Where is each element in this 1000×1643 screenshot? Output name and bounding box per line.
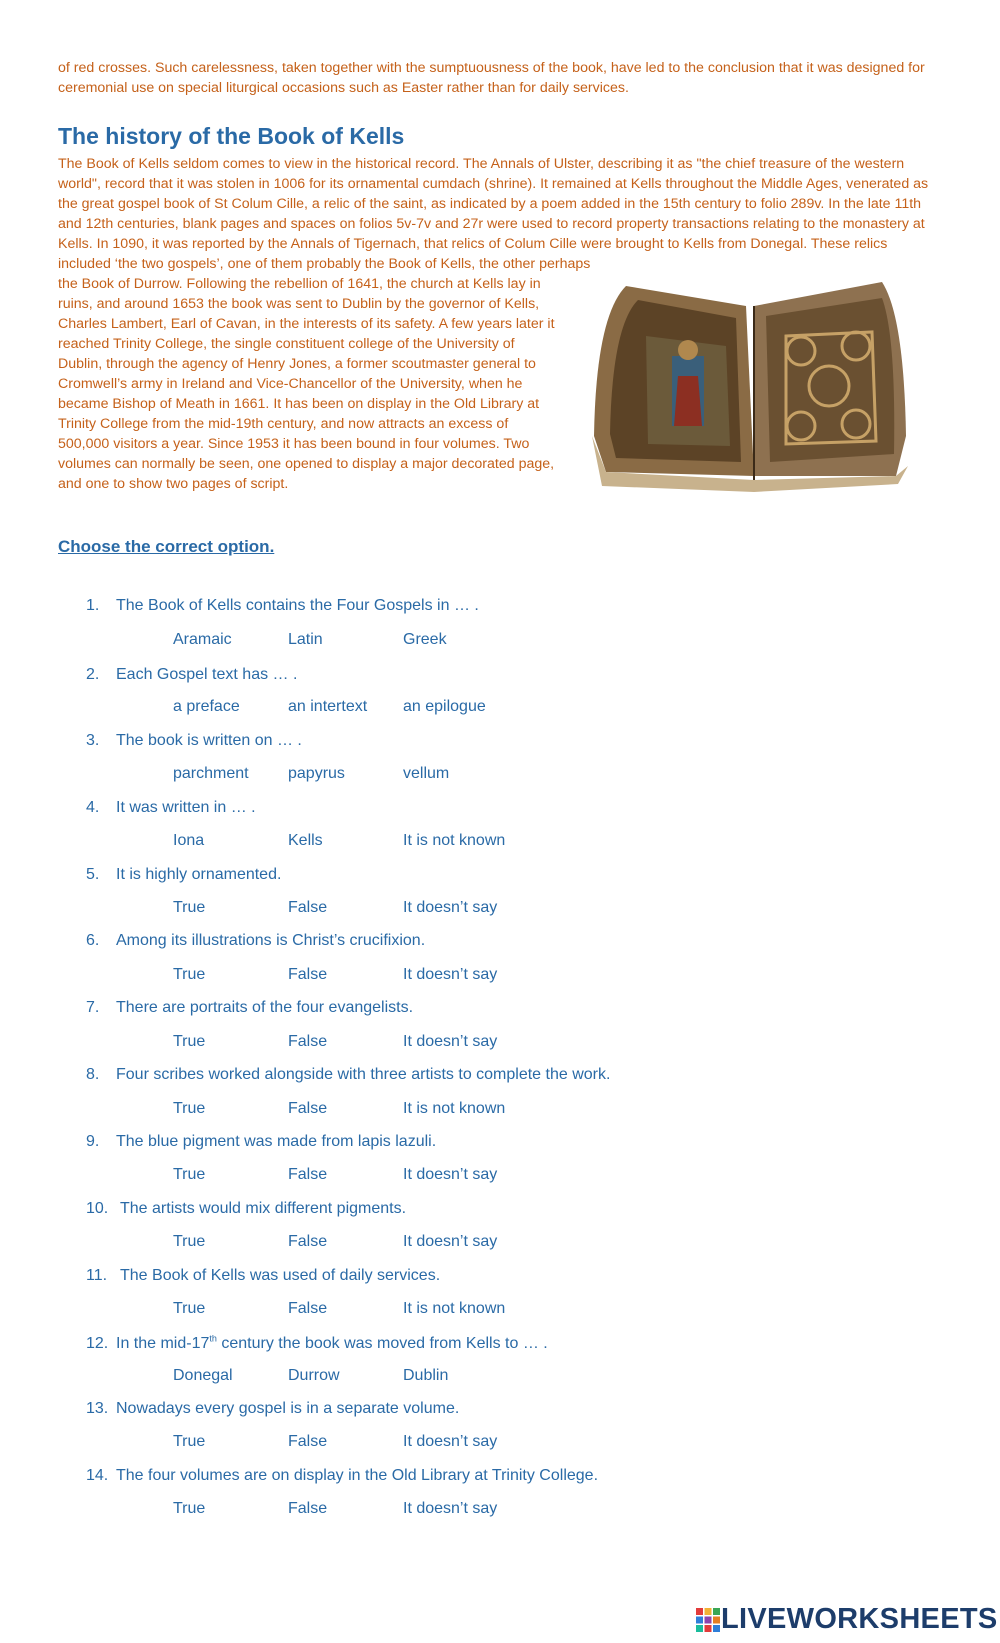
option-4-c[interactable]: It is not known bbox=[403, 832, 506, 849]
option-1-b[interactable]: Latin bbox=[288, 631, 323, 648]
option-7-c[interactable]: It doesn’t say bbox=[403, 1033, 498, 1050]
question-4 bbox=[86, 799, 886, 817]
question-text: Each Gospel text has … . bbox=[116, 666, 298, 683]
option-10-c[interactable]: It doesn’t say bbox=[403, 1233, 498, 1250]
option-12-b[interactable]: Durrow bbox=[288, 1367, 340, 1384]
option-8-a[interactable]: True bbox=[173, 1100, 206, 1117]
option-3-b[interactable]: papyrus bbox=[288, 765, 345, 782]
question-12 bbox=[86, 1334, 886, 1353]
option-9-a[interactable]: True bbox=[173, 1166, 206, 1183]
question-8 bbox=[86, 1066, 886, 1084]
option-12-a[interactable]: Donegal bbox=[173, 1367, 233, 1384]
question-number: 9. bbox=[86, 1133, 100, 1150]
option-5-c[interactable]: It doesn’t say bbox=[403, 899, 498, 916]
question-number: 14. bbox=[86, 1467, 109, 1484]
question-number: 1. bbox=[86, 597, 100, 614]
brand-name: LIVEWORKSHEETS bbox=[721, 1603, 998, 1635]
instruction-text: Choose the correct option. bbox=[58, 537, 275, 556]
question-7 bbox=[86, 999, 886, 1017]
question-text: The Book of Kells was used of daily services. bbox=[120, 1267, 441, 1284]
book-of-kells-image bbox=[586, 276, 916, 500]
option-11-c[interactable]: It is not known bbox=[403, 1300, 506, 1317]
option-4-a[interactable]: Iona bbox=[173, 832, 205, 849]
intro-paragraph: of red crosses. Such carelessness, taken together with the sumptuousness of the book, have led to the conclusion that it was designed for ceremonial use on special liturgical occasions such as Easter rather than for daily services. bbox=[58, 60, 925, 96]
question-number: 5. bbox=[86, 866, 100, 883]
history-paragraph-full-width: The Book of Kells seldom comes to view in the historical record. The Annals of Ulster, describing it as "the chief treasure of the western world", record that it was stolen in 1006 for its ornamental cumdach (shrine). It remained at Kells throughout the Middle Ages, venerated as the great gospel book of St Colum Cille, a relic of the saint, as indicated by a poem added in the 15th century to folio 289v. In the late 11th and 12th centuries, blank pages and spaces on folios 5v-7v and 27r were used to record property transactions relating to the monastery at Kells. In 1090, it was reported by the Annals of Tigernach, that relics of Colum Cille were brought to Kells from Donegal. These relics included ‘the two gospels’, one of them probably the Book of Kells, the other perhaps bbox=[58, 156, 929, 272]
option-12-c[interactable]: Dublin bbox=[403, 1367, 449, 1384]
question-text: It is highly ornamented. bbox=[116, 866, 282, 883]
question-1 bbox=[86, 597, 886, 615]
option-4-b[interactable]: Kells bbox=[288, 832, 323, 849]
option-8-c[interactable]: It is not known bbox=[403, 1100, 506, 1117]
option-13-a[interactable]: True bbox=[173, 1433, 206, 1450]
history-paragraph-beside-image: the Book of Durrow. Following the rebellion of 1641, the church at Kells lay in ruins, and around 1653 the book was sent to Dublin by the governor of Kells, Charles Lambert, Earl of Cavan, in the interests of its safety. A few years later it reached Trinity College, the single constituent college of the University of Dublin, through the agency of Henry Jones, a former scoutmaster general to Cromwell’s army in Ireland and Vice-Chancellor of the University, when he became Bishop of Meath in 1661. It has been on display in the Old Library at Trinity College from the mid-19th century, and now attracts an excess of 500,000 visitors a year. Since 1953 it has been bound in four volumes. Two volumes can normally be seen, one opened to display a major decorated page, and one to show two pages of script. bbox=[58, 276, 555, 492]
option-14-b[interactable]: False bbox=[288, 1500, 328, 1517]
option-14-c[interactable]: It doesn’t say bbox=[403, 1500, 498, 1517]
option-10-a[interactable]: True bbox=[173, 1233, 206, 1250]
option-11-b[interactable]: False bbox=[288, 1300, 328, 1317]
question-text: The four volumes are on display in the Old Library at Trinity College. bbox=[116, 1467, 599, 1484]
option-2-c[interactable]: an epilogue bbox=[403, 698, 486, 715]
question-number: 2. bbox=[86, 666, 100, 683]
question-text: Four scribes worked alongside with three artists to complete the work. bbox=[116, 1066, 611, 1083]
question-text: The Book of Kells contains the Four Gospels in … . bbox=[116, 597, 479, 614]
question-number: 4. bbox=[86, 799, 100, 816]
question-text: The blue pigment was made from lapis lazuli. bbox=[116, 1133, 437, 1150]
question-2 bbox=[86, 666, 886, 684]
option-3-a[interactable]: parchment bbox=[173, 765, 249, 782]
question-text: The artists would mix different pigments. bbox=[120, 1200, 407, 1217]
question-number: 12. bbox=[86, 1335, 109, 1353]
option-6-b[interactable]: False bbox=[288, 966, 328, 983]
question-number: 7. bbox=[86, 999, 100, 1016]
option-9-c[interactable]: It doesn’t say bbox=[403, 1166, 498, 1183]
question-text: There are portraits of the four evangelists. bbox=[116, 999, 414, 1016]
option-7-a[interactable]: True bbox=[173, 1033, 206, 1050]
question-text: Nowadays every gospel is in a separate volume. bbox=[116, 1400, 460, 1417]
option-6-a[interactable]: True bbox=[173, 966, 206, 983]
question-number: 6. bbox=[86, 932, 100, 949]
question-3 bbox=[86, 732, 886, 750]
option-7-b[interactable]: False bbox=[288, 1033, 328, 1050]
question-6 bbox=[86, 932, 886, 950]
option-6-c[interactable]: It doesn’t say bbox=[403, 966, 498, 983]
question-10 bbox=[86, 1200, 886, 1218]
question-number: 10. bbox=[86, 1200, 109, 1217]
option-13-b[interactable]: False bbox=[288, 1433, 328, 1450]
option-10-b[interactable]: False bbox=[288, 1233, 328, 1250]
question-number: 13. bbox=[86, 1400, 109, 1417]
option-9-b[interactable]: False bbox=[288, 1166, 328, 1183]
question-number: 8. bbox=[86, 1066, 100, 1083]
option-8-b[interactable]: False bbox=[288, 1100, 328, 1117]
question-11 bbox=[86, 1267, 886, 1285]
question-13 bbox=[86, 1400, 886, 1418]
question-text: In the mid-17th century the book was moved from Kells to … . bbox=[116, 1334, 548, 1353]
question-5 bbox=[86, 866, 886, 884]
question-number: 3. bbox=[86, 732, 100, 749]
option-5-a[interactable]: True bbox=[173, 899, 206, 916]
question-text: The book is written on … . bbox=[116, 732, 302, 749]
option-3-c[interactable]: vellum bbox=[403, 765, 450, 782]
option-2-b[interactable]: an intertext bbox=[288, 698, 368, 715]
liveworksheets-logo-icon bbox=[695, 1607, 721, 1633]
option-11-a[interactable]: True bbox=[173, 1300, 206, 1317]
option-2-a[interactable]: a preface bbox=[173, 698, 240, 715]
option-1-c[interactable]: Greek bbox=[403, 631, 447, 648]
option-5-b[interactable]: False bbox=[288, 899, 328, 916]
question-14 bbox=[86, 1467, 886, 1485]
question-text: Among its illustrations is Christ’s crucifixion. bbox=[116, 932, 426, 949]
question-number: 11. bbox=[86, 1267, 108, 1284]
option-14-a[interactable]: True bbox=[173, 1500, 206, 1517]
question-text: It was written in … . bbox=[116, 799, 256, 816]
option-13-c[interactable]: It doesn’t say bbox=[403, 1433, 498, 1450]
section-heading: The history of the Book of Kells bbox=[58, 123, 405, 149]
option-1-a[interactable]: Aramaic bbox=[173, 631, 232, 648]
question-9 bbox=[86, 1133, 886, 1151]
